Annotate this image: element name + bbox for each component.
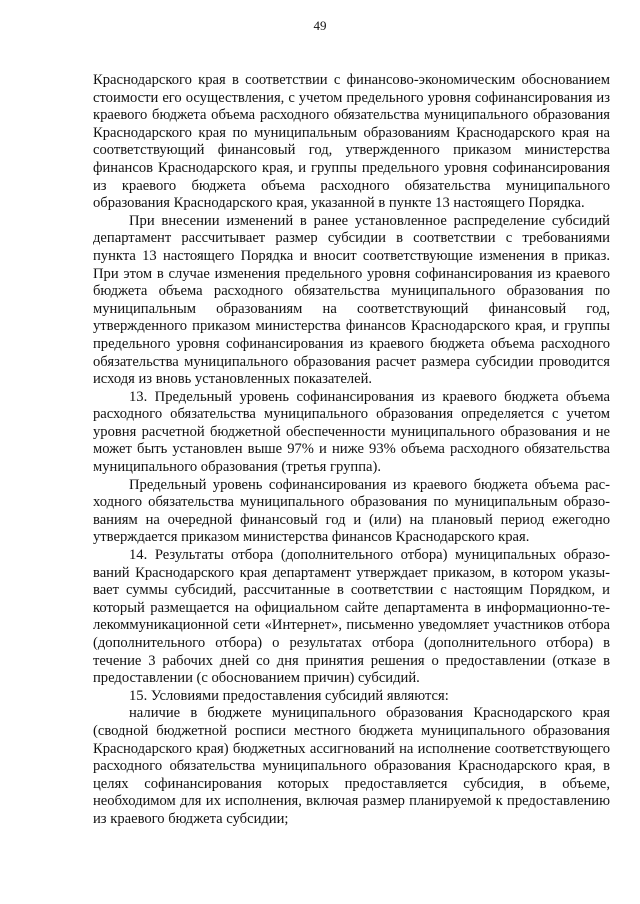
paragraph-item-15: 15. Условиями предоставления субсидий являются: [129,687,449,704]
body-text [93,72,610,829]
paragraph-continuation: Краснодарского края в соответствии с финансово-экономическим обоснованием стоимости его осуществления, с учетом предельного уровня софинансирования из краевого бюджета объема расходного обязательства муниципального образования Краснодарского края по муниципальным образованиям Краснодарского края на соответствующий финансовый год, утвержденного приказом министерства финансов Краснодарского края, и группы предельного уровня софинансирования из краевого бюджета объема расходного обязательства муниципального образования Краснодарского края, указанной в пункте 13 настоящего Порядка. [93,72,610,212]
paragraph-item-13: 13. Предельный уровень софинансирования из краевого бюджета объема расходного обязательства муниципального образования определяется с учетом уровня расчетной бюджетной обеспеченности муниципального образования и не может быть установлен выше 97% и ниже 93% объема расходного обязательства муниципального образования (третья группа). [93,388,610,476]
paragraph-subsidy-changes: При внесении изменений в ранее установленное распределение субсидий департамент рассчитывает размер субсидии в соответствии с требованиями пункта 13 настоящего Порядка и вносит соответствующие изменения в приказ. При этом в случае изменения предельного уровня софинансирования из краевого бюджета объема расходного обязательства муниципального образования по муниципальным образованиям на соответствующий финансовый год, утвержденного приказом министерства финансов Краснодарского края, и группы предельного уровня софинансирования из краевого бюджета объема расходного обязательства муниципального образования расчет размера субсидии проводится исходя из вновь установленных показателей. [93,212,610,388]
paragraph-budget-condition: наличие в бюджете муниципального образования Краснодарского края (сводной бюджетной росписи местного бюджета муниципального образования Краснодарского края) бюджетных ассигнований на исполнение соответствующего расходного обязательства муниципального образования Краснодарского края, в целях софинансирования которых предоставляется субсидия, в объеме, необходимом для их исполнения, включая размер планируемой к предоставлению из краевого бюджета субсидии; [93,705,610,827]
page-number: 49 [313,18,327,33]
paragraph-item-14: 14. Результаты отбора (дополнительного отбора) муниципальных образований Краснодарского края департамент утверждает приказом, в котором указывает суммы субсидий, рассчитанные в соответствии с настоящим Порядком, и который размещается на официальном сайте департамента в информационно-телекоммуникационной сети «Интернет», письменно уведомляет участников отбора (дополнительного отбора) о результатах отбора (дополнительного отбора) в течение 3 рабочих дней со дня принятия решения о предоставлении (отказе в предоставлении (с обоснованием причин) субсидий. [93,547,610,687]
paragraph-cofinancing-level: Предельный уровень софинансирования из краевого бюджета объема расходного обязательства муниципального образования по муниципальным образованиям на очередной финансовый год и (или) на плановый период ежегодно утверждается приказом министерства финансов Краснодарского края. [93,476,610,546]
